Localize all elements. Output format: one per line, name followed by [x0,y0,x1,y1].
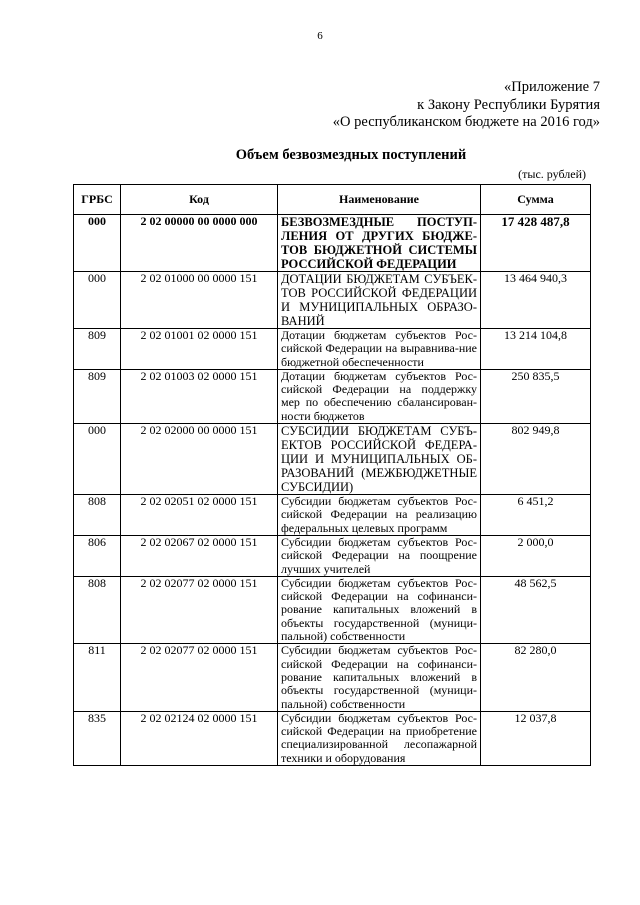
cell-grbs: 000 [74,272,121,329]
cell-sum: 48 562,5 [481,576,591,643]
cell-code: 2 02 02067 02 0000 151 [121,535,278,576]
table-row [74,272,591,329]
header-name: Наименование [278,185,481,215]
table-row [74,576,591,643]
header-grbs: ГРБС [74,185,121,215]
cell-code: 2 02 02000 00 0000 151 [121,424,278,495]
cell-grbs: 808 [74,576,121,643]
cell-code: 2 02 02077 02 0000 151 [121,644,278,711]
cell-sum: 82 280,0 [481,644,591,711]
table-row [74,369,591,423]
cell-sum: 802 949,8 [481,424,591,495]
cell-sum: 12 037,8 [481,711,591,765]
cell-code: 2 02 00000 00 0000 000 [121,215,278,272]
cell-name: Субсидии бюджетам субъектов Рос-сийской Федерации на приобретение специализированной лесопажарной техники и оборудования [278,711,481,765]
annex-line-1: «Приложение 7 [504,79,600,95]
cell-sum: 17 428 487,8 [481,215,591,272]
units-note: (тыс. рублей) [518,167,586,181]
cell-sum: 6 451,2 [481,495,591,536]
cell-name: БЕЗВОЗМЕЗДНЫЕ ПОСТУП-ЛЕНИЯ ОТ ДРУГИХ БЮДЖЕ-ТОВ БЮДЖЕТНОЙ СИСТЕМЫ РОССИЙСКОЙ ФЕДЕРАЦИИ [278,215,481,272]
cell-name: Субсидии бюджетам субъектов Рос-сийской Федерации на софинанси-рование капитальных вложений в объекты государственной (муници-пальной) собственности [278,576,481,643]
cell-grbs: 806 [74,535,121,576]
cell-sum: 2 000,0 [481,535,591,576]
cell-code: 2 02 02124 02 0000 151 [121,711,278,765]
cell-grbs: 811 [74,644,121,711]
document-title: Объем безвозмездных поступлений [235,147,467,163]
cell-grbs: 809 [74,369,121,423]
table-row [74,644,591,711]
cell-name: СУБСИДИИ БЮДЖЕТАМ СУБЪ-ЕКТОВ РОССИЙСКОЙ ФЕДЕРА-ЦИИ И МУНИЦИПАЛЬНЫХ ОБ-РАЗОВАНИЙ (МЕЖБЮДЖЕТНЫЕ СУБСИДИИ) [278,424,481,495]
table-row [74,424,591,495]
cell-code: 2 02 02051 02 0000 151 [121,495,278,536]
cell-name: Дотации бюджетам субъектов Рос-сийской Федерации на поддержку мер по обеспечению сбалансирован-ности бюджетов [278,369,481,423]
cell-name: Дотации бюджетам субъектов Рос-сийской Федерации на выравнива-ние бюджетной обеспеченности [278,329,481,370]
page-number: 6 [317,30,323,42]
header-sum: Сумма [481,185,591,215]
annex-header [333,79,600,132]
table-row [74,495,591,536]
cell-name: ДОТАЦИИ БЮДЖЕТАМ СУБЪЕК-ТОВ РОССИЙСКОЙ ФЕДЕРАЦИИ И МУНИЦИПАЛЬНЫХ ОБРАЗО-ВАНИЙ [278,272,481,329]
annex-line-2: к Закону Республики Бурятия [417,96,600,113]
cell-name: Субсидии бюджетам субъектов Рос-сийской Федерации на реализацию федеральных целевых программ [278,495,481,536]
table-row [74,329,591,370]
table-row [74,215,591,272]
cell-code: 2 02 01003 02 0000 151 [121,369,278,423]
cell-code: 2 02 02077 02 0000 151 [121,576,278,643]
annex-line-3: «О республиканском бюджете на 2016 год» [332,114,600,130]
table-body [74,215,591,766]
revenue-table [73,184,591,766]
cell-sum: 250 835,5 [481,369,591,423]
cell-sum: 13 464 940,3 [481,272,591,329]
cell-sum: 13 214 104,8 [481,329,591,370]
cell-code: 2 02 01001 02 0000 151 [121,329,278,370]
table-row [74,711,591,765]
cell-grbs: 835 [74,711,121,765]
cell-name: Субсидии бюджетам субъектов Рос-сийской Федерации на софинанси-рование капитальных вложений в объекты государственной (муници-пальной) собственности [278,644,481,711]
table-row [74,535,591,576]
cell-name: Субсидии бюджетам субъектов Рос-сийской Федерации на поощрение лучших учителей [278,535,481,576]
table-header-row [74,185,591,215]
cell-grbs: 000 [74,215,121,272]
cell-grbs: 809 [74,329,121,370]
cell-grbs: 808 [74,495,121,536]
cell-grbs: 000 [74,424,121,495]
header-code: Код [121,185,278,215]
cell-code: 2 02 01000 00 0000 151 [121,272,278,329]
